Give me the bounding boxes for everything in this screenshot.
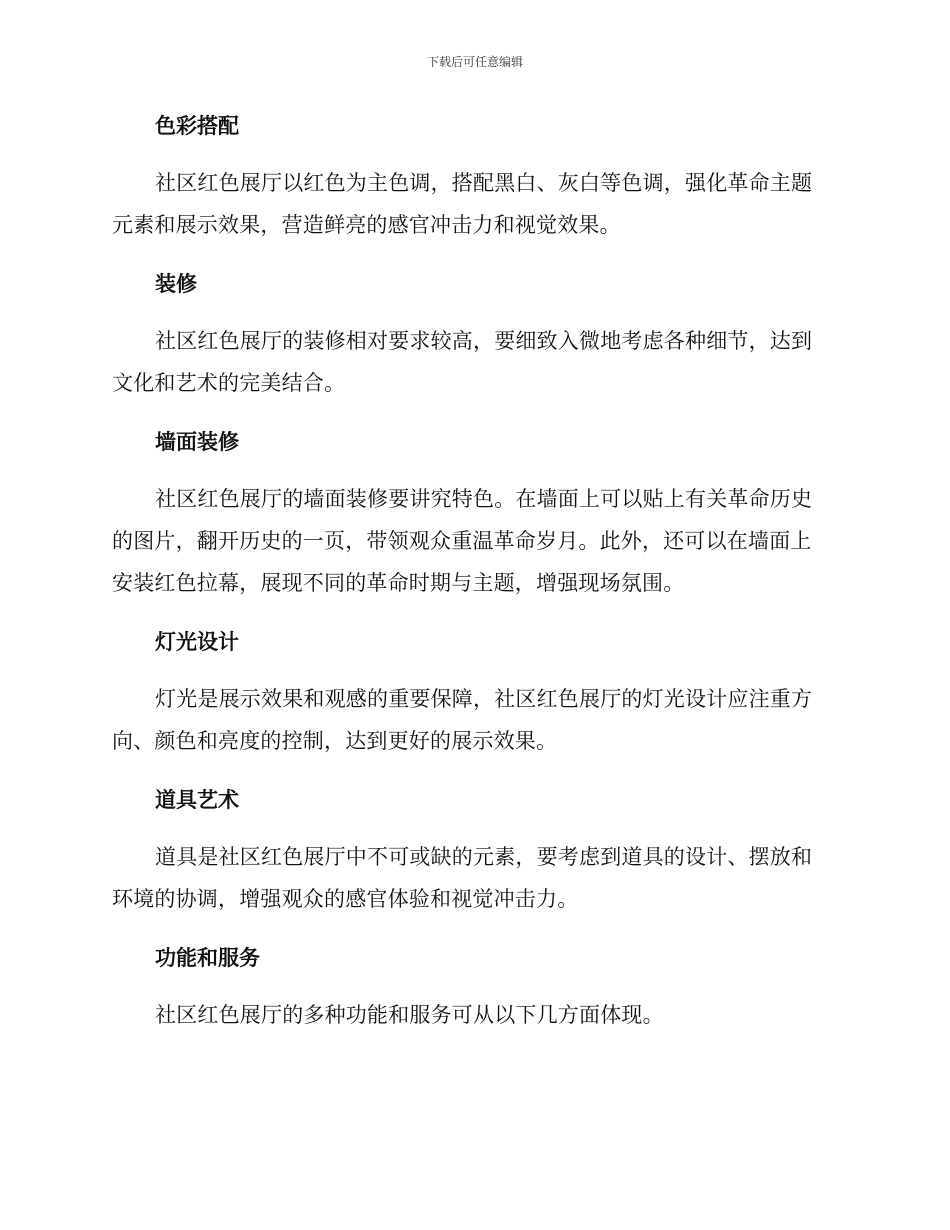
section-paragraph: 社区红色展厅以红色为主色调，搭配黑白、灰白等色调，强化革命主题元素和展示效果，营造鲜亮的感官冲击力和视觉效果。 xyxy=(112,171,813,237)
section-wall-decoration xyxy=(112,426,832,604)
section-heading: 色彩搭配 xyxy=(155,114,239,138)
section-heading: 墙面装修 xyxy=(155,430,239,454)
section-heading: 灯光设计 xyxy=(155,630,239,654)
section-paragraph: 社区红色展厅的装修相对要求较高，要细致入微地考虑各种细节，达到文化和艺术的完美结合。 xyxy=(112,329,813,395)
section-paragraph: 社区红色展厅的多种功能和服务可从以下几方面体现。 xyxy=(155,1003,664,1027)
section-decoration xyxy=(112,268,832,404)
section-props-art xyxy=(112,784,832,920)
section-lighting-design xyxy=(112,626,832,762)
section-heading: 功能和服务 xyxy=(155,946,260,970)
section-functions-services xyxy=(112,942,832,1036)
section-heading: 道具艺术 xyxy=(155,788,239,812)
section-paragraph: 灯光是展示效果和观感的重要保障，社区红色展厅的灯光设计应注重方向、颜色和亮度的控制，达到更好的展示效果。 xyxy=(112,687,813,753)
section-paragraph: 社区红色展厅的墙面装修要讲究特色。在墙面上可以贴上有关革命历史的图片，翻开历史的一页，带领观众重温革命岁月。此外，还可以在墙面上安装红色拉幕，展现不同的革命时期与主题，增强现场氛围。 xyxy=(112,487,813,595)
document-content xyxy=(112,110,832,1058)
section-paragraph: 道具是社区红色展厅中不可或缺的元素，要考虑到道具的设计、摆放和环境的协调，增强观众的感官体验和视觉冲击力。 xyxy=(112,845,813,911)
section-color-scheme xyxy=(112,110,832,246)
section-heading: 装修 xyxy=(155,272,197,296)
header-note: 下载后可任意编辑 xyxy=(426,55,523,69)
